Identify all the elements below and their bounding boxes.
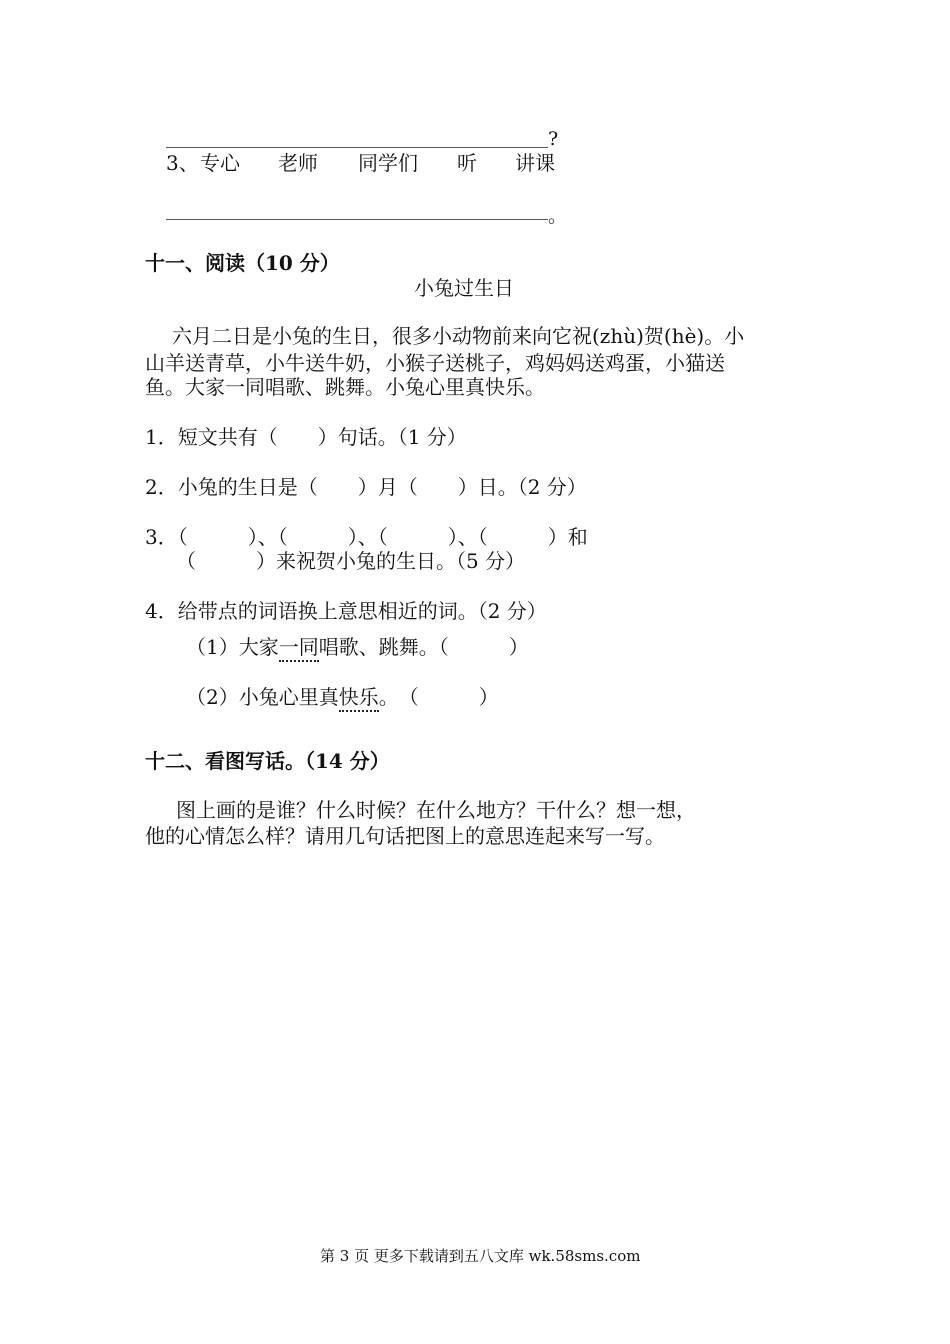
section-heading-writing: 十二、看图写话。（14 分） xyxy=(145,749,390,773)
question-mark: ? xyxy=(548,128,559,150)
line3-word: 专心 xyxy=(200,151,240,175)
question-4: 4．给带点的词语换上意思相近的词。（2 分） xyxy=(145,599,547,623)
q4-1-prefix: （1）大家 xyxy=(186,635,279,659)
story-title: 小兔过生日 xyxy=(414,276,514,300)
line3-word: 老师 xyxy=(278,151,318,175)
q4-2-dotted-word: 快乐 xyxy=(339,685,379,712)
line3-word: 听 xyxy=(457,151,477,175)
story-line: 山羊送青草，小牛送牛奶，小猴子送桃子，鸡妈妈送鸡蛋，小猫送 xyxy=(145,351,725,375)
line3-word: 同学们 xyxy=(358,151,418,175)
answer-line-3 xyxy=(166,219,548,220)
question-4-2 xyxy=(186,684,499,711)
story-line: 鱼。大家一同唱歌、跳舞。小兔心里真快乐。 xyxy=(145,375,545,399)
story-line: 六月二日是小兔的生日，很多小动物前来向它祝(zhù)贺(hè)。小 xyxy=(172,324,745,348)
q4-2-prefix: （2）小兔心里真 xyxy=(186,685,339,709)
line3-number: 3、 xyxy=(166,151,199,175)
page-footer: 第 3 页 更多下载请到五八文库 wk.58sms.com xyxy=(320,1247,641,1265)
q4-1-dotted-word: 一同 xyxy=(279,635,319,662)
line3-word: 讲课 xyxy=(515,151,555,175)
writing-prompt-line: 图上画的是谁？什么时候？在什么地方？干什么？想一想， xyxy=(176,798,696,822)
q4-2-suffix: 。 （ ） xyxy=(378,685,499,709)
answer-period: 。 xyxy=(548,205,568,227)
question-4-1 xyxy=(186,634,529,661)
question-3-line1: 3．（ ）、（ ）、（ ）、（ ）和 xyxy=(145,525,588,549)
question-2: 2．小兔的生日是（ ）月（ ）日。（2 分） xyxy=(145,475,587,499)
section-heading-reading: 十一、阅读（10 分） xyxy=(145,251,340,275)
writing-prompt-line: 他的心情怎么样？请用几句话把图上的意思连起来写一写。 xyxy=(145,824,665,848)
question-1: 1．短文共有（ ）句话。（1 分） xyxy=(145,425,467,449)
q4-1-suffix: 唱歌、跳舞。（ ） xyxy=(318,635,529,659)
question-3-line2: （ ）来祝贺小兔的生日。（5 分） xyxy=(176,549,526,573)
answer-line-2 xyxy=(166,147,548,148)
